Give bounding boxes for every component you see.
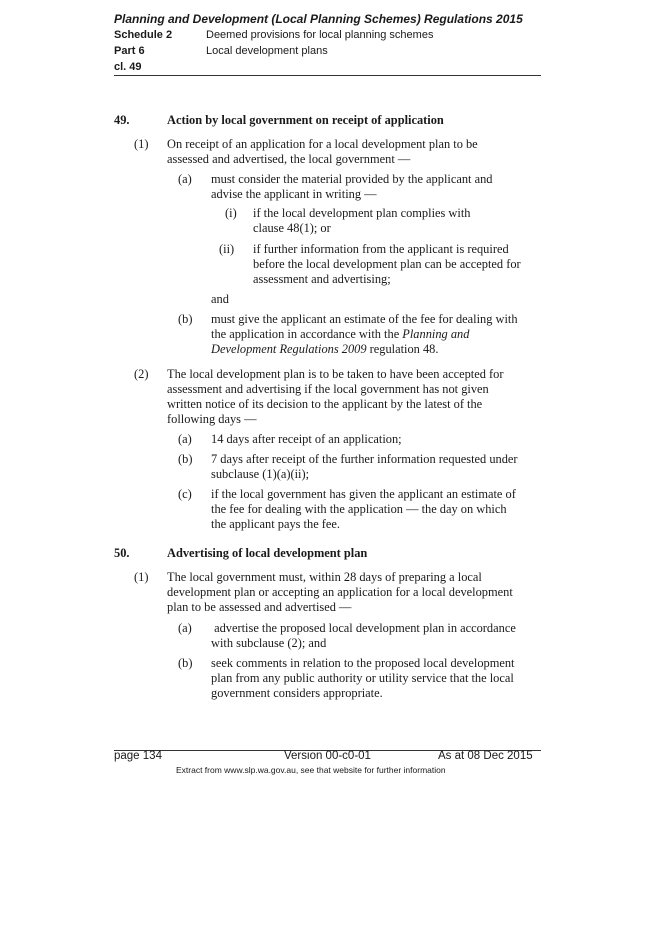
s49-1b-label: (b) — [178, 312, 193, 326]
s49-2-line: written notice of its decision to the applicant by the latest of the — [167, 397, 483, 411]
s50-1-line: The local government must, within 28 days of preparing a local — [167, 570, 482, 584]
s49-1a-i-label: (i) — [225, 206, 237, 220]
source-note: Extract from www.slp.wa.gov.au, see that website for further information — [176, 765, 446, 775]
s49-1a-ii-line: assessment and advertising; — [253, 272, 391, 286]
s49-1a-ii-label: (ii) — [219, 242, 235, 256]
s49-2c-line: the applicant pays the fee. — [211, 517, 341, 531]
s50-1-line: development plan or accepting an application for a local development — [167, 585, 513, 599]
s49-2b-line: subclause (1)(a)(ii); — [211, 467, 310, 481]
part-value: Local development plans — [206, 45, 328, 57]
s50-1a-line: with subclause (2); and — [211, 636, 327, 650]
s49-1a-i-line: clause 48(1); or — [253, 221, 331, 235]
s49-2-line: following days — — [167, 412, 257, 426]
s49-1b-line: must give the applicant an estimate of the fee for dealing with — [211, 312, 518, 326]
s49-1a-line: must consider the material provided by the applicant and — [211, 172, 493, 186]
regulation-title: Planning and Development (Local Planning Schemes) Regulations 2015 — [114, 12, 523, 26]
s49-2c-line: if the local government has given the applicant an estimate of — [211, 487, 516, 501]
s50-1b-label: (b) — [178, 656, 193, 670]
s49-1-line: On receipt of an application for a local development plan to be — [167, 137, 478, 151]
section-50-number: 50. — [114, 546, 130, 560]
s49-1a-line: advise the applicant in writing — — [211, 187, 377, 201]
s49-2a-line: 14 days after receipt of an application; — [211, 432, 402, 446]
header-divider — [114, 75, 541, 76]
conjunction-and: and — [211, 292, 229, 306]
s49-1-line: assessed and advertised, the local government — — [167, 152, 411, 166]
s49-1b-line — [211, 327, 469, 343]
s50-1-label: (1) — [134, 570, 149, 584]
s49-1a-ii-line: before the local development plan can be accepted for — [253, 257, 521, 271]
section-50-heading: Advertising of local development plan — [167, 546, 368, 560]
s49-2-line: The local development plan is to be taken to have been accepted for — [167, 367, 504, 381]
s49-2b-label: (b) — [178, 452, 193, 466]
clause-label: cl. 49 — [114, 61, 142, 73]
schedule-value: Deemed provisions for local planning schemes — [206, 29, 434, 41]
s49-1a-label: (a) — [178, 172, 192, 186]
s50-1a-label: (a) — [178, 621, 192, 635]
page-number: page 134 — [114, 750, 162, 762]
s49-2b-line: 7 days after receipt of the further information requested under — [211, 452, 518, 466]
s50-1a-line: advertise the proposed local development plan in accordance — [211, 621, 516, 635]
as-at-date: As at 08 Dec 2015 — [438, 750, 533, 762]
s49-2c-line: the fee for dealing with the application — the day on which — [211, 502, 507, 516]
s49-1b-text: the application in accordance with the — [211, 327, 403, 341]
section-49-heading: Action by local government on receipt of application — [167, 113, 444, 127]
s49-1a-ii-line: if further information from the applicant is required — [253, 242, 509, 256]
s49-2-line: assessment and advertising if the local government has not given — [167, 382, 489, 396]
s49-2-label: (2) — [134, 367, 149, 381]
s50-1b-line: seek comments in relation to the proposed local development — [211, 656, 515, 670]
act-title: Planning and — [402, 327, 470, 341]
s50-1b-line: plan from any public authority or utility service that the local — [211, 671, 514, 685]
section-49-number: 49. — [114, 113, 130, 127]
act-title: Development Regulations 2009 — [211, 342, 367, 356]
s49-1b-line — [211, 342, 438, 358]
s49-2a-label: (a) — [178, 432, 192, 446]
part-label: Part 6 — [114, 45, 145, 57]
s49-1a-i-line: if the local development plan complies with — [253, 206, 471, 220]
s50-1b-line: government considers appropriate. — [211, 686, 383, 700]
s49-1b-text: regulation 48. — [366, 342, 439, 356]
s49-2c-label: (c) — [178, 487, 192, 501]
version-label: Version 00-c0-01 — [284, 750, 371, 762]
schedule-label: Schedule 2 — [114, 29, 173, 41]
s50-1-line: plan to be assessed and advertised — — [167, 600, 352, 614]
s49-1-label: (1) — [134, 137, 149, 151]
